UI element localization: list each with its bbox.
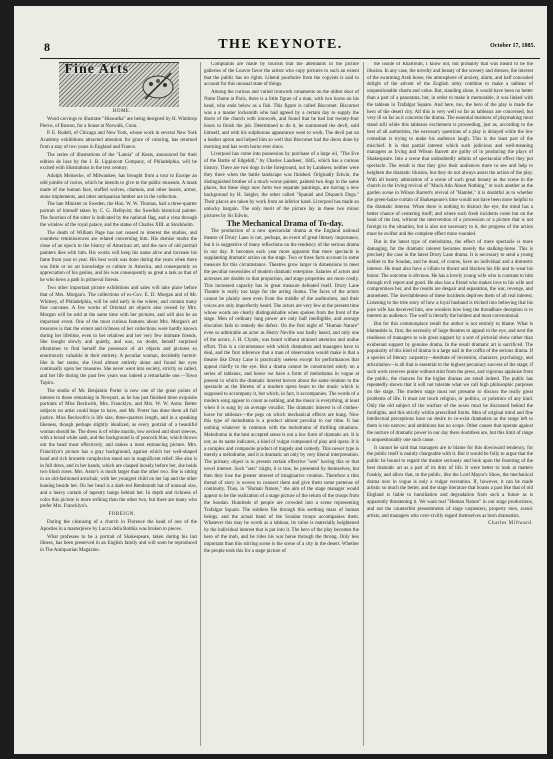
article-title: The Mechanical Drama of To-day. [226, 219, 344, 229]
section-heading-foreign: FOREIGN. [108, 512, 136, 518]
palette-illustration [141, 69, 175, 103]
paragraph: The death of William Page has not ceased to interest the studios, and countless reminiscences are related concerning him. His demise marks the close of an epoch in the history of American art, and the race of old portrait painters dies with him. His works will keep his name alive and increase his fame from year to year. His best work was done during the years when there was little or no art knowledge or culture in America, and consequently so appreciation of his genius, and his was consequently as great a task as that of he who hews a path in primeval forests. [40, 230, 197, 284]
page-header [14, 6, 547, 58]
article-paragraph: the inside of Khartoum, I know not, but probably that was meant to be the illusion. In any case, the novelty and beauty of the scenery and dresses, the interest of the swarming Arab horse, the atmosphere of anxiety, alarm, and half concealed delight of the advent of the English army combine to make a tableau of unquestionable charm and value. But, standing alone, it would have been no better than a part of a panorama, but, in order to make it memorable, it was linked with the tableau in Trafalgar Square. And here, too, the hero of the play is made the hero of the desert city. All this is very well so far as tableaux are concerned, but very ill so far as it concerns the drama. The essential business of playmaking must stand still while this tableaux excitement is proceeding, just as, according to the best of all authorities, the necessary questions of a play is delayed while the low comedian is trying to make his audience laugh. This is the least part of the mischief. It is that partial interest which such judicious and well-meaning managers as Irving and Wilson Barrett are guilty of in producing the plays of Shakespeare. Into a scene that undoubtedly admits of spectacular effect they put spectacle. The result is that they give their audiences more to see and help to heighten the dramatic illusion, but they do not always assist the action of the play. With all hearty admiration of a scene of such great beauty as the scene in the church in the Irving revival of "Much Ado About Nothing," or such another as the garden scene in Wilson Barrett's revival of "Hamlet," it is doubtful as to whether the green-baize curtain of Shakespeare's time would not have been more helpful to the dramatic interest. When there is nothing to distract the eye, the mind has a better chance of centering itself; and where such fresh incidents come but on the head of the last, without the intervention of a procession or a picture that is not foreign to the situation, but is also not necessary to it, the progress of the action must be swifter and the complete effect more rounded. [367, 62, 533, 237]
column-article-continued [367, 62, 533, 748]
section-heading-home: HOME. [112, 109, 132, 114]
newspaper-page [14, 6, 547, 754]
paragraph: Wood carvings to illustrate "Hiawatha" are being designed by H. Winthrop Pierce, of Boston, for a house at Norwalk, Conn. [40, 116, 197, 129]
article-paragraph: The production of a new spectacular drama at the England national theatre of Drury Lane is not, perhaps, an event of great literary importance, but it is suggestive of many reflections on the tendency of the serious drama in our day. It becomes each year more apparent that mere spectacle is supplanting dramatic action on the stage. Two or three facts account in some measure for this circumstance. Theatres grow larger in dimensions to meet the peculiar necessities of modern dramatic enterprise. Salaries of actors and actresses are double in that proportion, and stage properties are more costly. This increased capacity has in great measure defeated itself. Drury Lane Theatre is really too large for the acting drama. The faces of the actors cannot be plainly seen even from the middle of the auditorium, and their voices are only imperfectly heard. The actors are very few at the present time whose words are clearly distinguishable when spoken from the front of the stage. Men of ordinary lung power are only half intelligible, and average elocution fails to remedy the defect. On the first night of "Human Nature" even so admirable an actor as Henry Neville was badly heard, and only one of the actors, J. H. Clynds, was heard without strained attention and undue effort. This is a circumstance with which dramatists and managers have to deal, and the first inference that a man of observation would make is that a theatre like Drury Lane is practically useless except for performances that appeal chiefly to the eye. But a drama cannot be constructed solely on a series of tableaux, and hence we have a form of melodrama in vogue at present in which the dramatic interest hovers about the same relation to the spectacle as the libretto of a modern opera bears to the music which is supposed to accompany it, but which, in fact, it accompanies. The words of a modern song appear to count as nothing, and the music is everything, at least when it is sung by an average vocalist. The dramatic interest is of clothes-horse for tableaux—the pegs on which mechanical effects are hung. Now this type of melodrama is a product almost peculiar to our time. It has nothing whatever in common with the melodrama of thrilling situations. Melodrama in the best accepted sense is not a low form of dramatic art. It is not, as its name indicates, a kind of vulgar compound of play and opera. It is a complex and composite product of tragedy and comedy. This newer type is merely a mélodrame, and it is dramatic art only by very liberal interpretation. The primary object is to present certain effective "sets" having this or that novel interest. Such "sets" might, it is true, be presented by themselves, but then they lose the greater interest of imaginative creation. Therefore a thin thread of story is woven to connect them and give them some pretense of continuity. Thus, in "Human Nature," the aim of the stage manager would appear to be the realization of a stage picture of the return of the troops from the Soudan. Hundreds of people are crowded into a scene representing Trafalgar Square. The soldiers file through this seething mass of human beings, and the actual band of the Soudan troops accompanies them. Whatever this may be worth as a tableau, its value is materially heightened by the individual interest that is put into it. The hero of the play becomes the hero of the mob, and he rides his war horse through the throng. Only less important than this stirring scene is the scene of a city in the desert. Whether the people took this for a stage picture of [204, 229, 359, 554]
paragraph: The series of illustrations of the "Lamia" of Keats, announced for their edition de luxe by the J. B. Lippincott Company, of Philadelphia, will be excited with illustrations in the text century. [40, 152, 197, 172]
paragraph: Adolph Meinecke, of Milwaukee, has brought from a tour to Europe an odd jumble of curios, which he intends to give to the public museum. A mask made of the human face, stuffed wolves, chamois, and other beasts, armor, stone implements, and other antiquarian lumber are in the collection. [40, 174, 197, 200]
fine-arts-engraving [59, 62, 179, 107]
header-rule [40, 58, 540, 59]
paragraph: Among the curious and varied ironwork ornaments on the oldest door of Notre Dame at Paris, there is a little figure of a man, with two horns on his head, who ends below as a fish. This figure is called Biscornet. Biscornet was a a master locksmith who had agreed by a certain day to supply the doors of the church with ironwork, and found that he had but twenty-four hours to finish the job. Determined to do it, he summoned the devil, sold himself, and with his sulphurous appearance went to work. The devil put on a leather apron and helped him so well that Biscornet had the doors done by morning and has worn horns ever since. [204, 90, 359, 150]
paragraph: The late Minister to Sweden, the Hon. W. W. Thomas, had a three-quarter portrait of himself taken by C. G. Hellqvist, the Swedish historical painter. The function of the sitter is indicated by the national flag, and a vista through the window of the royal palace, and the statue of Charles XIII. at Stockholm. [40, 202, 197, 228]
engraving-title: Fine Arts [64, 62, 130, 77]
masthead-title: THE KEYNOTE. [218, 37, 343, 52]
paragraph: What professes to be a portrait of Shakespeare, taken during his last illness, has been preserved in an English family and will soon be reproduced in The Antiquarian Magazine. [40, 534, 197, 554]
paragraph: P. E. Rudell, of Chicago and New York, whose work in several New York Academy exhibitions attracted attention for grace of coloring, has returned from a stay of two years in England and France. [40, 131, 197, 150]
column-divider [200, 62, 201, 746]
paragraph: Liverpool has come into possession by purchase of a large oil, "The Eve of the Battle of Edgehill," by Charles Landseer, 1845, which has a curious history. There are two dogs in the foreground, not by Landseer, neither were they there when the battle landscape was finished. Originally Edwin, the distinguished brother of a much worse painter, painted two dogs in the same places, but these dogs now form two separate paintings, are having a new background by H. Seigler, the other called "Spaniel and Dispatch Dogs." Their places are taken by work from an inferior hand. Liverpool has made an unlucky bargain. The only merit of the picture lay in these two minor pictures by Sir Edwin. [204, 152, 359, 219]
page-number: 8 [44, 40, 50, 54]
author-signature: Charles Millward. [488, 521, 533, 527]
column-notes-and-article [204, 62, 359, 748]
article-paragraph: It cannot be said that managers are to blame for this downward tendency, for the public itself is mainly chargeable with it. But it would be folly to argue that the public be bound to regard the theatre seriously and look upon the fostering of the best dramatic art as a part of its duty of life. It were better to look at matters frankly, and allow that, to the public, like the Lord Mayor's Show, the mechanical drama now in vogue is only a vulgar recreation. If, however, it can be made artistic so much the better, and the stage literature that boasts a past like that of old England is liable to humiliation and degradation from such a future as is apparently threatening it. We want real "Human Nature" in our stage productions, and not the counterfeit presentments of stage carpenters, property men, scenic artists, and managers who over-civilly regard themselves as born dramatists. [367, 445, 533, 519]
paragraph: The studio of Mr. Benjamin Porter is now one of the great points of interest to those remaining in Newport, as he has just finished three exquisite portraits of Miss Beckwith, Mrs. Francklyn, and Mrs. W. W. Astor. Better subjects no artist could hope to have, and Mr. Porter has done them all full justice. Miss Beckwith's is life size, three-quarters length, and in a speaking likeness, though perhaps slightly idealized, as every portrait of a beautiful woman should be. The dress is of white muslin, low necked and short sleeves, with a broad white sash, and the background is of peacock blue, which throws out the head most effectively, and makes a most entrancing picture. Mrs. Francklyn's picture has a gray background, against which her well-shaped head and rich brunette complexion stand out in magnificent relief. She also is in full dress, and in her hands, which are clasped loosely before her, she holds two blush roses. Mrs. Astor's is much larger than the other two. She is sitting in an old-fashioned armchair, with her youngest child on her lap and the other leaning beside her. On her head is a dark-red Rembrandt hat of unusual size, and a heavy curtain of tapestry hangs behind her. In depth and richness of color this picture is more striking than the other two, but there are many who prefer Mrs. Francklyn's. [40, 388, 197, 510]
issue-date: October 17, 1885. [490, 43, 535, 49]
paragraph: Complaints are made by tourists that the attendants in the picture galleries of the Louvre favor the artists who copy pictures to such an extent that the public has no rights. Liberal pourboire from the copyists is said to account for this unusual state of things. [204, 62, 359, 88]
article-paragraph: But in the latest type of melodrama, the effect of mere spectacle is more damaging, for the dramatic interest becomes merely the stalking-horse. This is precisely the case in the latest Drury Lane drama. It is necessary to send a young soldier to the Soudan, and he must, of course, have an individual and a domestic interest. He must also have a villain to thwart and blacken his life and to wear his honor. The outcome is obvious. He has a lovely young wife who is constant to him through evil report and good. He also has a friend who makes love to his wife and compromises her, and the results are despair and separation, the war, revenge, and atonement. The inevitableness of these incidents deprives them of all real interest. Listening to the trite story of how a loyal husband is tricked into believing that his pure wife has deceived him, one wonders how long the threadbare deception is to interest an audience. The wolf is literally the boldest and most conventional. [367, 239, 533, 320]
paragraph: During the cleansing of a church in Florence the head of one of the Apostles in a masterpiece by Lucca della Robbia was broken to pieces. [40, 520, 197, 532]
column-divider [363, 62, 364, 746]
article-paragraph: But for this commonplace result the author is not entirely to blame. What is blameable is, first, the necessity of large theatres to appeal to the eye, and next the readiness of managers to win great support by a sort of pictorial show rather than exuberant support by genuine drama. In the result dramatic art is sacrificed. The popularity of this kind of drama is a large nail in the coffin of the serious drama. If a species of literary carpentry—destitute of invention, character, psychology, and articulation—is all that is essential to the highest pecuniary success of the stage; if such work receives praise without stint from the press, and vigorous applause from the public, the chances for the higher dramas are small indeed. The public has repeatedly shown that it will not tolerate what we call high philosophic purposes on the stage. The modern stage must not presume to discuss the really great problems of life. It must not touch religion, or politics, or polemics of any kind. Only the old subject of the warfare of the sexes must be discussed behind the footlights, and this strictly within prescribed limits. Men of original mind and fine intellectual perceptions have no desire to co-exist dramatists as the range left to them is too narrow; and ambitions has no scope. Other causes that operate against the nurture of dramatic power in our day there doubtless are, but this limit of range is unquestionably one such cause. [367, 322, 533, 443]
paragraph: Two other important picture exhibitions and sales will take place before that of Mrs. Morgan's. The collections of ex-Gov. E. D. Morgan and of Mr. Whitney, of Philadelphia, will be sold early in the winter, and contain many fine canvases. A few works of Oriental art objects also owned by Mrs. Morgan will be sold at the same time with her pictures, and will also be an important event. One of the most curious features about Mrs. Morgan's art treasures is that the extent and richness of her collections were hardly known during her lifetime, even to her relatives and her very few intimate friends. She bought slowly and quietly, and was, no doubt, herself surprised oftentimes to find herself the possessor of art objects and pictures so enormously valuable in their entirety. A peculiar woman, decidedly hermit-like in her tastes, she lived almost entirely alone and found her eyes continually upon her treasures. She never went into society, strictly so called, and her life during the past few years was indeed a remarkable one.—Town Topics. [40, 285, 197, 387]
column-fine-arts [40, 62, 197, 748]
